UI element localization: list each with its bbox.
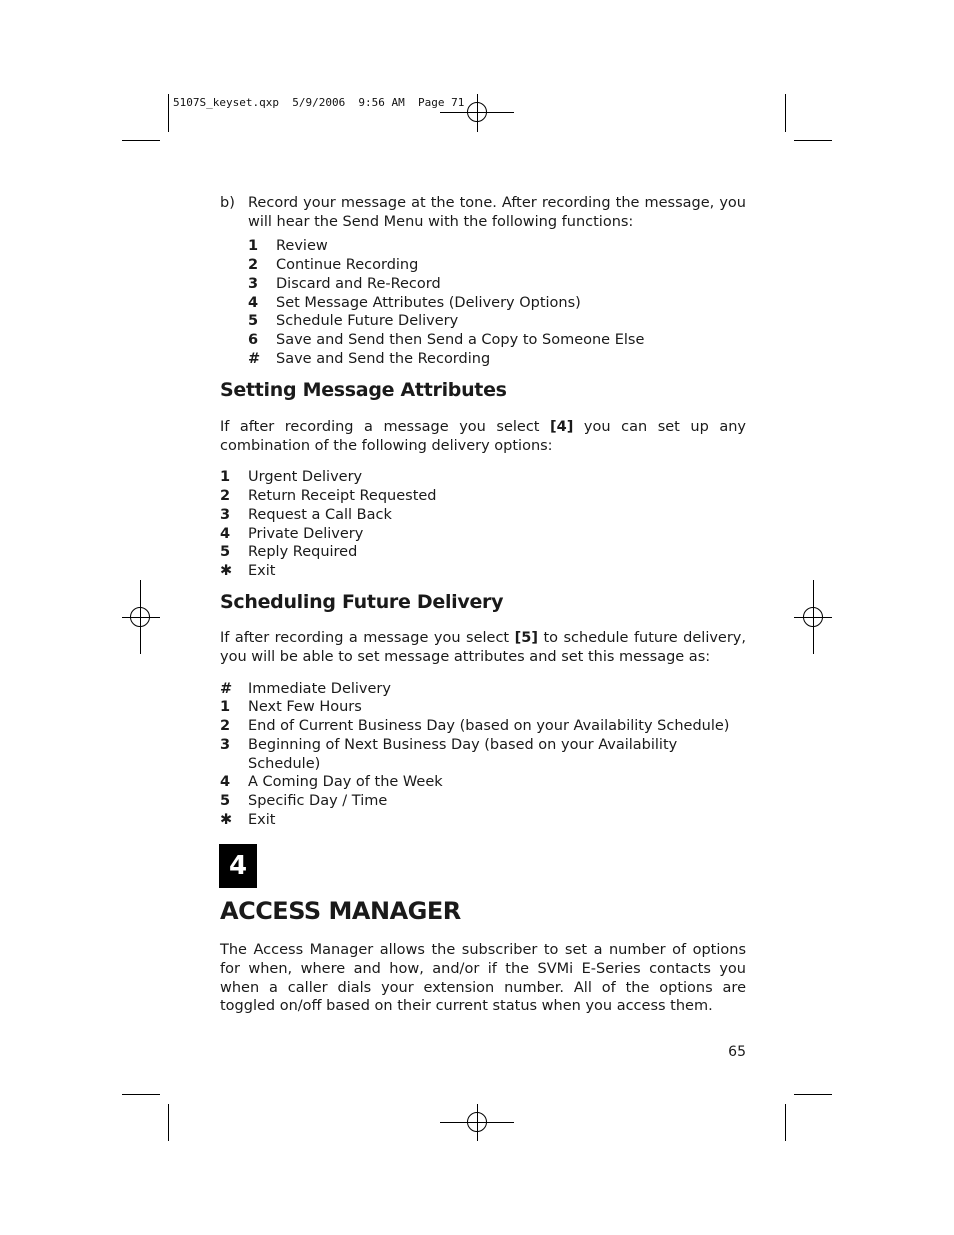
list-item-key: 6: [248, 331, 259, 348]
list-item-key: 3: [220, 736, 231, 753]
list-item-key: 1: [248, 238, 259, 255]
list-item-label: A Coming Day of the Week: [248, 774, 443, 791]
list-item: [220, 698, 746, 717]
list-item-key: 3: [248, 275, 259, 292]
list-item-label: Exit: [248, 811, 276, 828]
page-content: [220, 194, 746, 1016]
list-item-label: Request a Call Back: [248, 506, 392, 523]
list-item-key: 1: [220, 699, 231, 716]
list-item-key: 5: [248, 313, 259, 330]
list-item-key: ✱: [220, 811, 233, 828]
step-b: [220, 194, 746, 231]
list-item: [248, 275, 746, 294]
list-item-label: End of Current Business Day (based on your Availability Schedule): [248, 718, 730, 735]
future-delivery-list: [220, 680, 746, 830]
list-item: [248, 312, 746, 331]
list-item-key: 3: [220, 506, 231, 523]
list-item-label: Save and Send then Send a Copy to Someone Else: [276, 331, 645, 348]
list-item-label: Specific Day / Time: [248, 792, 388, 809]
heading-setting-attributes: Setting Message Attributes: [220, 379, 507, 402]
list-item: [220, 680, 746, 699]
future-intro: If after recording a message you select [5] to schedule future delivery, you will be able to set message attributes and set this message as:: [220, 630, 747, 666]
list-item-key: 5: [220, 792, 231, 809]
list-item-label: Immediate Delivery: [248, 680, 391, 697]
list-item-key: 2: [220, 718, 231, 735]
list-item-key: #: [220, 680, 233, 697]
heading-scheduling-future: Scheduling Future Delivery: [220, 590, 504, 613]
list-item: [220, 543, 746, 562]
list-item-key: 5: [220, 544, 231, 561]
list-item-key: 4: [220, 774, 231, 791]
list-item: [220, 562, 746, 581]
list-item: [248, 237, 746, 256]
list-item-label: Review: [276, 238, 328, 255]
crop-mark: [785, 94, 786, 132]
crop-mark: [168, 1104, 169, 1141]
list-item: [220, 468, 746, 487]
list-item-key: ✱: [220, 562, 233, 579]
list-item: [220, 506, 746, 525]
step-text: Record your message at the tone. After recording the message, you will hear the Send Menu with the following functions:: [248, 195, 746, 230]
list-item: [220, 487, 746, 506]
list-item: [220, 811, 746, 830]
delivery-options-list: [220, 468, 746, 580]
crop-mark: [785, 1104, 786, 1141]
list-item: [220, 736, 746, 773]
crop-mark: [794, 1094, 832, 1095]
list-item: [248, 294, 746, 313]
list-item: [248, 350, 746, 369]
list-item-key: 2: [220, 488, 231, 505]
list-item-label: Return Receipt Requested: [248, 488, 437, 505]
chapter-text: The Access Manager allows the subscriber to set a number of options for when, where and how, and/or if the SVMi E-Series contacts you when a caller dials your extension number. All of the options are toggled on/off based on their current status when you access them.: [220, 942, 746, 1015]
list-item: [220, 717, 746, 736]
list-item-label: Next Few Hours: [248, 699, 362, 716]
chapter-number: 4: [219, 844, 257, 888]
attributes-intro: If after recording a message you select [4] you can set up any combination of the following delivery options:: [220, 419, 747, 454]
crop-mark: [122, 140, 160, 141]
list-item-key: 4: [220, 525, 231, 542]
list-item-key: #: [248, 350, 261, 367]
list-item-key: 4: [248, 294, 259, 311]
list-item-label: Set Message Attributes (Delivery Options): [276, 294, 581, 311]
crop-mark: [794, 140, 832, 141]
list-item-label: Exit: [248, 562, 276, 579]
list-item-label: Save and Send the Recording: [276, 350, 491, 367]
step-label: b): [220, 195, 235, 211]
list-item-label: Urgent Delivery: [248, 469, 363, 486]
list-item: [248, 331, 746, 350]
crop-mark: [168, 94, 169, 132]
list-item-key: 2: [248, 257, 259, 274]
list-item-label: Continue Recording: [276, 257, 419, 274]
list-item: [248, 256, 746, 275]
print-slug: 5107S_keyset.qxp 5/9/2006 9:56 AM Page 71: [173, 96, 465, 109]
list-item-label: Schedule Future Delivery: [276, 313, 459, 330]
list-item-label: Reply Required: [248, 544, 358, 561]
crop-mark: [122, 1094, 160, 1095]
list-item: [220, 792, 746, 811]
page-number: 65: [728, 1044, 746, 1060]
list-item-label: Discard and Re-Record: [276, 275, 441, 292]
list-item-key: 1: [220, 469, 231, 486]
chapter-title: ACCESS MANAGER: [220, 897, 461, 926]
list-item: [220, 773, 746, 792]
list-item-label: Private Delivery: [248, 525, 364, 542]
list-item: [220, 525, 746, 544]
list-item-label: Beginning of Next Business Day (based on your Availability Schedule): [248, 736, 678, 772]
send-menu-list: [248, 237, 746, 368]
